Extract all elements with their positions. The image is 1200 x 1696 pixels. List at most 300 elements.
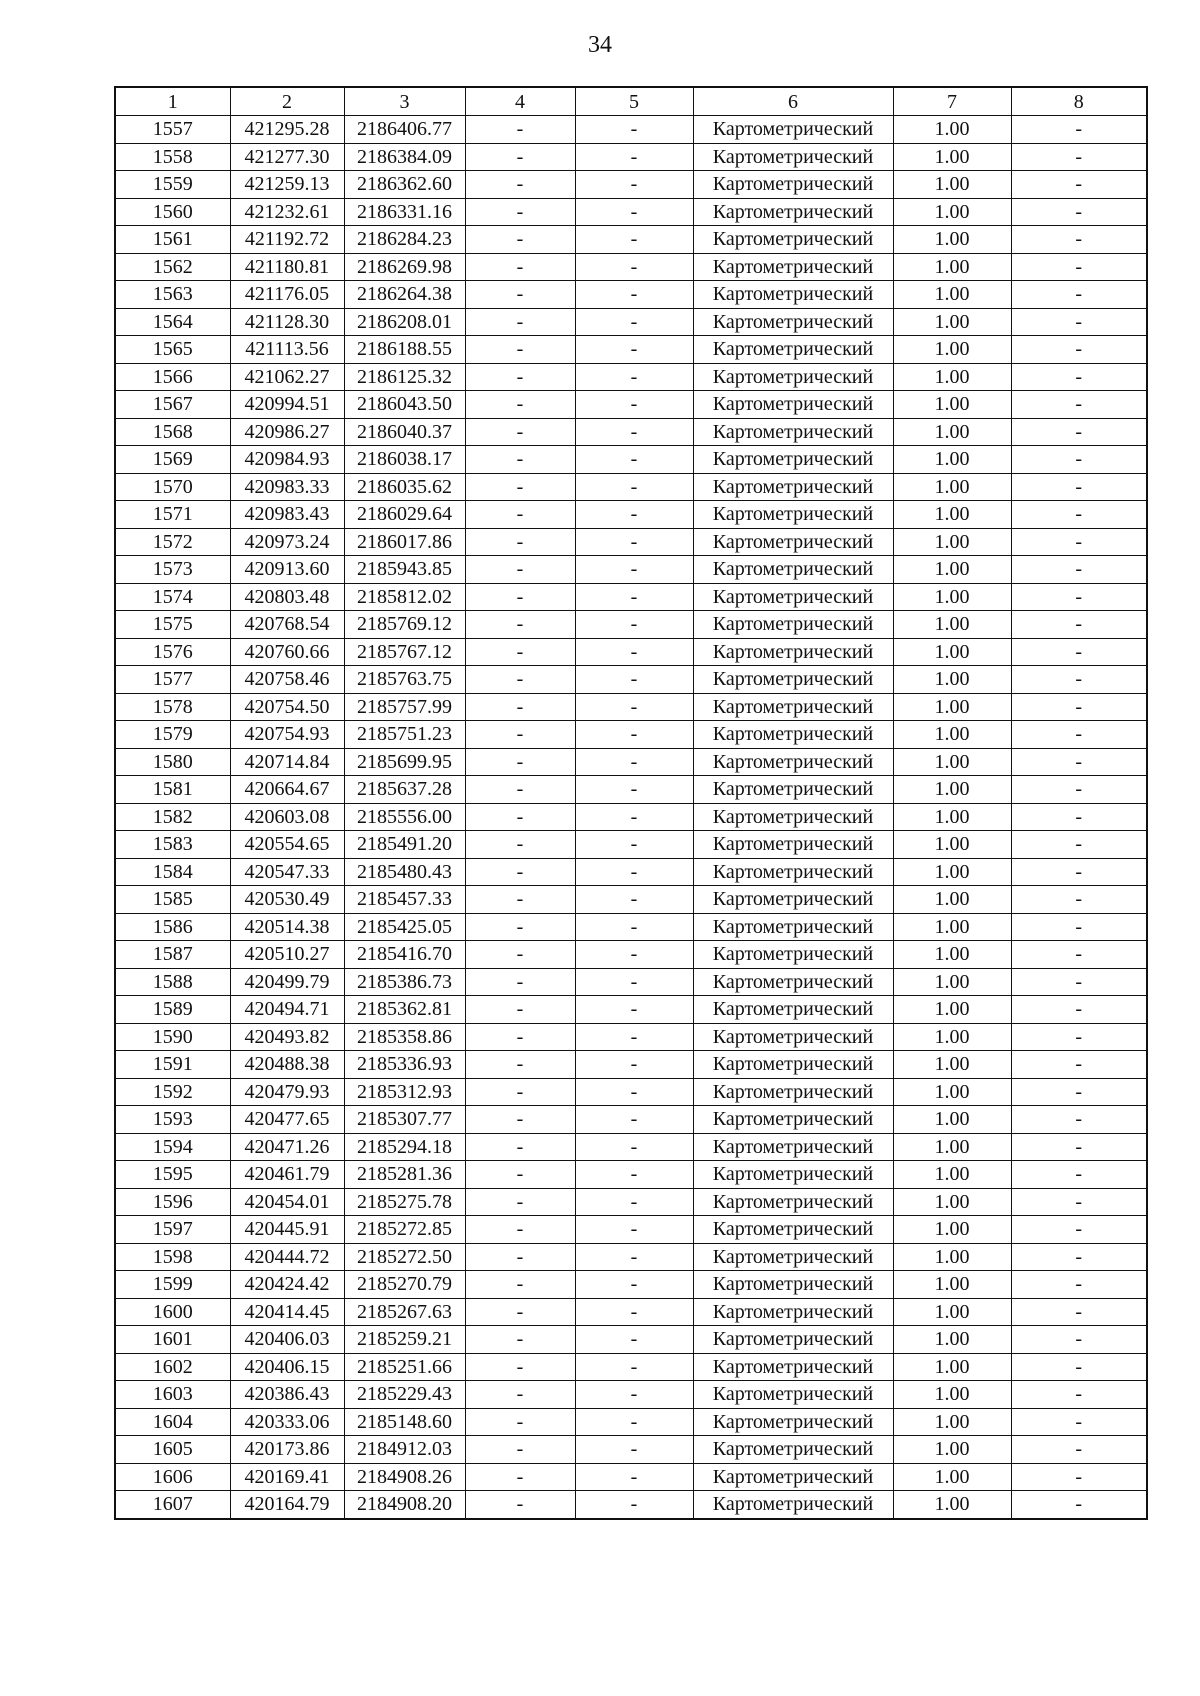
x-coordinate-cell: 420164.79 (230, 1491, 344, 1519)
column-8-cell: - (1011, 996, 1147, 1024)
column-4-cell: - (465, 913, 575, 941)
column-5-cell: - (575, 556, 693, 584)
column-4-cell: - (465, 1133, 575, 1161)
accuracy-cell: 1.00 (893, 693, 1011, 721)
column-5-cell: - (575, 198, 693, 226)
point-number-cell: 1569 (115, 446, 230, 474)
table-header (115, 87, 1147, 116)
column-8-cell: - (1011, 803, 1147, 831)
column-8-cell: - (1011, 968, 1147, 996)
column-8-cell: - (1011, 831, 1147, 859)
column-4-cell: - (465, 253, 575, 281)
x-coordinate-cell: 420913.60 (230, 556, 344, 584)
y-coordinate-cell: 2185425.05 (344, 913, 465, 941)
column-8-cell: - (1011, 666, 1147, 694)
column-4-cell: - (465, 116, 575, 144)
column-5-cell: - (575, 1216, 693, 1244)
method-cell: Картометрический (693, 253, 893, 281)
column-8-cell: - (1011, 528, 1147, 556)
method-cell: Картометрический (693, 1106, 893, 1134)
column-8-cell: - (1011, 116, 1147, 144)
column-4-cell: - (465, 748, 575, 776)
accuracy-cell: 1.00 (893, 528, 1011, 556)
x-coordinate-cell: 420471.26 (230, 1133, 344, 1161)
table-row (115, 336, 1147, 364)
point-number-cell: 1567 (115, 391, 230, 419)
method-cell: Картометрический (693, 1353, 893, 1381)
table-row (115, 308, 1147, 336)
x-coordinate-cell: 420454.01 (230, 1188, 344, 1216)
table-row (115, 1271, 1147, 1299)
x-coordinate-cell: 420406.03 (230, 1326, 344, 1354)
method-cell: Картометрический (693, 913, 893, 941)
y-coordinate-cell: 2185272.50 (344, 1243, 465, 1271)
column-8-cell: - (1011, 638, 1147, 666)
point-number-cell: 1600 (115, 1298, 230, 1326)
accuracy-cell: 1.00 (893, 143, 1011, 171)
column-8-cell: - (1011, 1491, 1147, 1519)
point-number-cell: 1571 (115, 501, 230, 529)
table-row (115, 803, 1147, 831)
table-row (115, 968, 1147, 996)
column-8-cell: - (1011, 748, 1147, 776)
column-4-cell: - (465, 1408, 575, 1436)
table-row (115, 281, 1147, 309)
column-4-cell: - (465, 446, 575, 474)
table-row (115, 171, 1147, 199)
column-5-cell: - (575, 1271, 693, 1299)
accuracy-cell: 1.00 (893, 336, 1011, 364)
column-8-cell: - (1011, 1463, 1147, 1491)
point-number-cell: 1568 (115, 418, 230, 446)
column-8-cell: - (1011, 858, 1147, 886)
column-5-cell: - (575, 1078, 693, 1106)
column-8-cell: - (1011, 693, 1147, 721)
method-cell: Картометрический (693, 556, 893, 584)
point-number-cell: 1575 (115, 611, 230, 639)
column-5-cell: - (575, 336, 693, 364)
point-number-cell: 1584 (115, 858, 230, 886)
x-coordinate-cell: 420758.46 (230, 666, 344, 694)
column-8-cell: - (1011, 1381, 1147, 1409)
y-coordinate-cell: 2185491.20 (344, 831, 465, 859)
accuracy-cell: 1.00 (893, 556, 1011, 584)
y-coordinate-cell: 2186188.55 (344, 336, 465, 364)
y-coordinate-cell: 2185294.18 (344, 1133, 465, 1161)
column-5-cell: - (575, 666, 693, 694)
method-cell: Картометрический (693, 1381, 893, 1409)
accuracy-cell: 1.00 (893, 1353, 1011, 1381)
point-number-cell: 1602 (115, 1353, 230, 1381)
column-8-cell: - (1011, 1023, 1147, 1051)
header-row (115, 87, 1147, 116)
column-8-cell: - (1011, 1161, 1147, 1189)
x-coordinate-cell: 420488.38 (230, 1051, 344, 1079)
column-8-cell: - (1011, 1188, 1147, 1216)
table-row (115, 1463, 1147, 1491)
table-row (115, 666, 1147, 694)
column-8-cell: - (1011, 281, 1147, 309)
table-row (115, 583, 1147, 611)
column-8-cell: - (1011, 143, 1147, 171)
method-cell: Картометрический (693, 143, 893, 171)
x-coordinate-cell: 420754.93 (230, 721, 344, 749)
column-4-cell: - (465, 1436, 575, 1464)
column-5-cell: - (575, 1436, 693, 1464)
y-coordinate-cell: 2185307.77 (344, 1106, 465, 1134)
x-coordinate-cell: 420169.41 (230, 1463, 344, 1491)
x-coordinate-cell: 420664.67 (230, 776, 344, 804)
accuracy-cell: 1.00 (893, 583, 1011, 611)
x-coordinate-cell: 421259.13 (230, 171, 344, 199)
column-4-cell: - (465, 528, 575, 556)
x-coordinate-cell: 420333.06 (230, 1408, 344, 1436)
column-5-cell: - (575, 226, 693, 254)
column-5-cell: - (575, 776, 693, 804)
point-number-cell: 1562 (115, 253, 230, 281)
x-coordinate-cell: 420986.27 (230, 418, 344, 446)
column-4-cell: - (465, 1381, 575, 1409)
column-8-cell: - (1011, 501, 1147, 529)
point-number-cell: 1591 (115, 1051, 230, 1079)
method-cell: Картометрический (693, 583, 893, 611)
column-8-cell: - (1011, 1353, 1147, 1381)
point-number-cell: 1596 (115, 1188, 230, 1216)
x-coordinate-cell: 420554.65 (230, 831, 344, 859)
x-coordinate-cell: 420406.15 (230, 1353, 344, 1381)
accuracy-cell: 1.00 (893, 721, 1011, 749)
table-row (115, 1216, 1147, 1244)
table-row (115, 831, 1147, 859)
y-coordinate-cell: 2185757.99 (344, 693, 465, 721)
accuracy-cell: 1.00 (893, 1436, 1011, 1464)
method-cell: Картометрический (693, 1408, 893, 1436)
table-row (115, 528, 1147, 556)
y-coordinate-cell: 2185699.95 (344, 748, 465, 776)
method-cell: Картометрический (693, 198, 893, 226)
x-coordinate-cell: 420479.93 (230, 1078, 344, 1106)
column-header: 4 (465, 87, 575, 116)
accuracy-cell: 1.00 (893, 1133, 1011, 1161)
x-coordinate-cell: 421192.72 (230, 226, 344, 254)
y-coordinate-cell: 2186406.77 (344, 116, 465, 144)
accuracy-cell: 1.00 (893, 996, 1011, 1024)
column-4-cell: - (465, 1491, 575, 1519)
column-4-cell: - (465, 1271, 575, 1299)
point-number-cell: 1578 (115, 693, 230, 721)
table-row (115, 198, 1147, 226)
column-5-cell: - (575, 363, 693, 391)
y-coordinate-cell: 2185386.73 (344, 968, 465, 996)
table-row (115, 226, 1147, 254)
accuracy-cell: 1.00 (893, 226, 1011, 254)
x-coordinate-cell: 421180.81 (230, 253, 344, 281)
table-row (115, 721, 1147, 749)
column-4-cell: - (465, 996, 575, 1024)
method-cell: Картометрический (693, 996, 893, 1024)
table-row (115, 1408, 1147, 1436)
column-4-cell: - (465, 391, 575, 419)
column-8-cell: - (1011, 308, 1147, 336)
method-cell: Картометрический (693, 501, 893, 529)
column-4-cell: - (465, 886, 575, 914)
y-coordinate-cell: 2186125.32 (344, 363, 465, 391)
method-cell: Картометрический (693, 803, 893, 831)
point-number-cell: 1603 (115, 1381, 230, 1409)
column-8-cell: - (1011, 1078, 1147, 1106)
column-4-cell: - (465, 1298, 575, 1326)
column-4-cell: - (465, 583, 575, 611)
table-row (115, 941, 1147, 969)
point-number-cell: 1577 (115, 666, 230, 694)
column-5-cell: - (575, 1188, 693, 1216)
point-number-cell: 1582 (115, 803, 230, 831)
accuracy-cell: 1.00 (893, 446, 1011, 474)
column-4-cell: - (465, 1216, 575, 1244)
accuracy-cell: 1.00 (893, 1463, 1011, 1491)
column-8-cell: - (1011, 886, 1147, 914)
column-header: 1 (115, 87, 230, 116)
table-row (115, 913, 1147, 941)
column-5-cell: - (575, 858, 693, 886)
column-4-cell: - (465, 721, 575, 749)
table-row (115, 473, 1147, 501)
y-coordinate-cell: 2185416.70 (344, 941, 465, 969)
column-5-cell: - (575, 253, 693, 281)
point-number-cell: 1574 (115, 583, 230, 611)
column-header: 5 (575, 87, 693, 116)
point-number-cell: 1605 (115, 1436, 230, 1464)
x-coordinate-cell: 420803.48 (230, 583, 344, 611)
column-5-cell: - (575, 1133, 693, 1161)
method-cell: Картометрический (693, 666, 893, 694)
accuracy-cell: 1.00 (893, 281, 1011, 309)
column-8-cell: - (1011, 1408, 1147, 1436)
y-coordinate-cell: 2185769.12 (344, 611, 465, 639)
table-row (115, 886, 1147, 914)
column-5-cell: - (575, 1381, 693, 1409)
column-8-cell: - (1011, 1133, 1147, 1161)
table-row (115, 693, 1147, 721)
point-number-cell: 1557 (115, 116, 230, 144)
table-row (115, 1326, 1147, 1354)
accuracy-cell: 1.00 (893, 1051, 1011, 1079)
column-5-cell: - (575, 913, 693, 941)
x-coordinate-cell: 420494.71 (230, 996, 344, 1024)
column-4-cell: - (465, 1463, 575, 1491)
method-cell: Картометрический (693, 1188, 893, 1216)
column-header: 7 (893, 87, 1011, 116)
column-8-cell: - (1011, 1051, 1147, 1079)
table-row (115, 858, 1147, 886)
accuracy-cell: 1.00 (893, 776, 1011, 804)
point-number-cell: 1590 (115, 1023, 230, 1051)
column-5-cell: - (575, 171, 693, 199)
method-cell: Картометрический (693, 1023, 893, 1051)
point-number-cell: 1593 (115, 1106, 230, 1134)
point-number-cell: 1573 (115, 556, 230, 584)
column-5-cell: - (575, 1243, 693, 1271)
accuracy-cell: 1.00 (893, 1078, 1011, 1106)
column-8-cell: - (1011, 1271, 1147, 1299)
x-coordinate-cell: 420547.33 (230, 858, 344, 886)
y-coordinate-cell: 2186017.86 (344, 528, 465, 556)
accuracy-cell: 1.00 (893, 1408, 1011, 1436)
accuracy-cell: 1.00 (893, 363, 1011, 391)
accuracy-cell: 1.00 (893, 1326, 1011, 1354)
column-4-cell: - (465, 473, 575, 501)
table-row (115, 446, 1147, 474)
column-4-cell: - (465, 1243, 575, 1271)
column-8-cell: - (1011, 611, 1147, 639)
method-cell: Картометрический (693, 1326, 893, 1354)
x-coordinate-cell: 420424.42 (230, 1271, 344, 1299)
x-coordinate-cell: 420714.84 (230, 748, 344, 776)
y-coordinate-cell: 2185267.63 (344, 1298, 465, 1326)
y-coordinate-cell: 2185457.33 (344, 886, 465, 914)
accuracy-cell: 1.00 (893, 253, 1011, 281)
x-coordinate-cell: 420603.08 (230, 803, 344, 831)
column-5-cell: - (575, 1298, 693, 1326)
column-header: 8 (1011, 87, 1147, 116)
column-header: 6 (693, 87, 893, 116)
point-number-cell: 1563 (115, 281, 230, 309)
point-number-cell: 1579 (115, 721, 230, 749)
column-5-cell: - (575, 693, 693, 721)
column-5-cell: - (575, 638, 693, 666)
column-4-cell: - (465, 941, 575, 969)
x-coordinate-cell: 421128.30 (230, 308, 344, 336)
y-coordinate-cell: 2185943.85 (344, 556, 465, 584)
column-5-cell: - (575, 391, 693, 419)
page-number: 34 (588, 32, 612, 58)
method-cell: Картометрический (693, 611, 893, 639)
table-row (115, 1078, 1147, 1106)
y-coordinate-cell: 2186284.23 (344, 226, 465, 254)
method-cell: Картометрический (693, 226, 893, 254)
point-number-cell: 1564 (115, 308, 230, 336)
accuracy-cell: 1.00 (893, 1298, 1011, 1326)
column-5-cell: - (575, 886, 693, 914)
column-8-cell: - (1011, 226, 1147, 254)
y-coordinate-cell: 2186038.17 (344, 446, 465, 474)
column-4-cell: - (465, 418, 575, 446)
point-number-cell: 1606 (115, 1463, 230, 1491)
accuracy-cell: 1.00 (893, 198, 1011, 226)
column-4-cell: - (465, 693, 575, 721)
y-coordinate-cell: 2185812.02 (344, 583, 465, 611)
column-5-cell: - (575, 968, 693, 996)
point-number-cell: 1581 (115, 776, 230, 804)
x-coordinate-cell: 420768.54 (230, 611, 344, 639)
y-coordinate-cell: 2185259.21 (344, 1326, 465, 1354)
accuracy-cell: 1.00 (893, 501, 1011, 529)
y-coordinate-cell: 2186331.16 (344, 198, 465, 226)
table-row (115, 501, 1147, 529)
column-4-cell: - (465, 336, 575, 364)
method-cell: Картометрический (693, 473, 893, 501)
accuracy-cell: 1.00 (893, 748, 1011, 776)
point-number-cell: 1586 (115, 913, 230, 941)
column-5-cell: - (575, 831, 693, 859)
table-row (115, 748, 1147, 776)
method-cell: Картометрический (693, 693, 893, 721)
x-coordinate-cell: 421062.27 (230, 363, 344, 391)
x-coordinate-cell: 420983.43 (230, 501, 344, 529)
method-cell: Картометрический (693, 968, 893, 996)
column-8-cell: - (1011, 418, 1147, 446)
method-cell: Картометрический (693, 831, 893, 859)
column-4-cell: - (465, 831, 575, 859)
table-row (115, 363, 1147, 391)
accuracy-cell: 1.00 (893, 831, 1011, 859)
method-cell: Картометрический (693, 748, 893, 776)
y-coordinate-cell: 2186362.60 (344, 171, 465, 199)
column-header: 3 (344, 87, 465, 116)
column-5-cell: - (575, 1491, 693, 1519)
column-8-cell: - (1011, 1216, 1147, 1244)
accuracy-cell: 1.00 (893, 638, 1011, 666)
point-number-cell: 1592 (115, 1078, 230, 1106)
table-row (115, 1188, 1147, 1216)
column-8-cell: - (1011, 171, 1147, 199)
point-number-cell: 1594 (115, 1133, 230, 1161)
accuracy-cell: 1.00 (893, 886, 1011, 914)
column-5-cell: - (575, 116, 693, 144)
table-row (115, 1023, 1147, 1051)
accuracy-cell: 1.00 (893, 611, 1011, 639)
column-4-cell: - (465, 198, 575, 226)
method-cell: Картометрический (693, 638, 893, 666)
column-4-cell: - (465, 171, 575, 199)
y-coordinate-cell: 2185229.43 (344, 1381, 465, 1409)
table-body (115, 116, 1147, 1519)
column-5-cell: - (575, 418, 693, 446)
column-8-cell: - (1011, 253, 1147, 281)
table-row (115, 1133, 1147, 1161)
x-coordinate-cell: 420984.93 (230, 446, 344, 474)
method-cell: Картометрический (693, 1243, 893, 1271)
point-number-cell: 1580 (115, 748, 230, 776)
y-coordinate-cell: 2184908.20 (344, 1491, 465, 1519)
x-coordinate-cell: 420493.82 (230, 1023, 344, 1051)
column-5-cell: - (575, 611, 693, 639)
x-coordinate-cell: 420461.79 (230, 1161, 344, 1189)
column-4-cell: - (465, 1161, 575, 1189)
method-cell: Картометрический (693, 363, 893, 391)
column-4-cell: - (465, 1188, 575, 1216)
table-row (115, 1298, 1147, 1326)
y-coordinate-cell: 2186029.64 (344, 501, 465, 529)
column-8-cell: - (1011, 363, 1147, 391)
point-number-cell: 1589 (115, 996, 230, 1024)
method-cell: Картометрический (693, 858, 893, 886)
column-5-cell: - (575, 996, 693, 1024)
table-row (115, 1051, 1147, 1079)
column-8-cell: - (1011, 556, 1147, 584)
column-8-cell: - (1011, 941, 1147, 969)
y-coordinate-cell: 2186269.98 (344, 253, 465, 281)
y-coordinate-cell: 2185270.79 (344, 1271, 465, 1299)
column-8-cell: - (1011, 336, 1147, 364)
y-coordinate-cell: 2184908.26 (344, 1463, 465, 1491)
x-coordinate-cell: 421295.28 (230, 116, 344, 144)
y-coordinate-cell: 2185358.86 (344, 1023, 465, 1051)
column-4-cell: - (465, 363, 575, 391)
column-5-cell: - (575, 473, 693, 501)
column-4-cell: - (465, 803, 575, 831)
column-5-cell: - (575, 1408, 693, 1436)
